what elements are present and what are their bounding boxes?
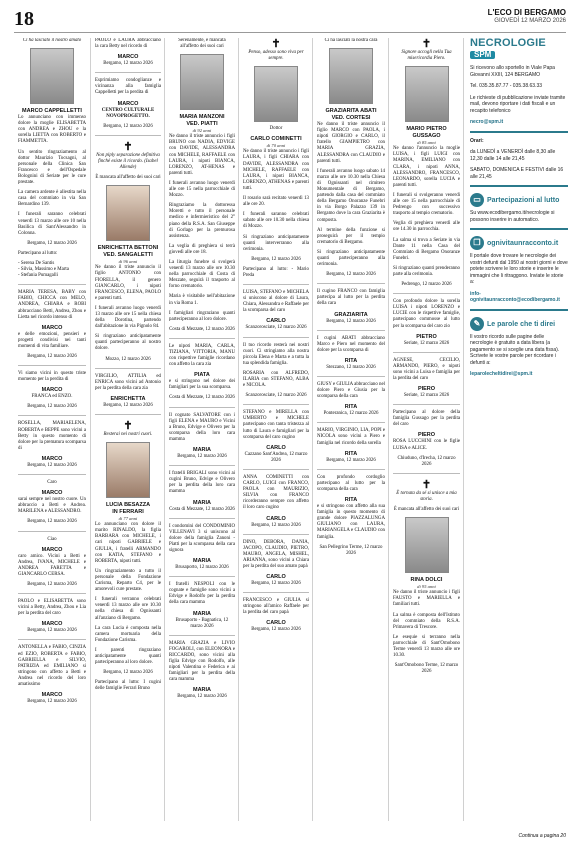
deceased-name: LUCIA BESAZZA <box>105 502 151 509</box>
divider <box>393 352 460 353</box>
info-text: Le richieste di pubblicazione inviate tramite mail, devono riportare i dati fiscali e un recapito telefonico <box>470 94 566 114</box>
divider <box>393 404 460 405</box>
info-text: Il portale dove trovare le necrologie dei vostri defunti dal 1950 ai nostri giorni e dove potete scrivere le loro storie e inserire le immagini che li ritraggono. Inviate le storie a: <box>470 253 568 285</box>
notice-sign: Bergamo, 12 marzo 2026 <box>326 457 376 463</box>
column-2 <box>90 38 165 821</box>
notice-text: MARIO, VIRGINIO, LIA, POPI e NICOLA sono vicini a Piero e famiglia nel ricordo della sorella <box>317 428 385 446</box>
cross-icon: ✝ <box>421 478 432 491</box>
notice-sign: Bergamo, 12 marzo 2026 <box>251 256 301 262</box>
notice-sign: Costa di Mezzate, 12 marzo 2026 <box>169 395 235 401</box>
notice-sign: Bergamo, 12 marzo 2026 <box>103 670 153 676</box>
notice-sign: Costa di Mezzate, 12 marzo 2026 <box>169 506 235 512</box>
notice-text: Ne danno il triste annuncio il figlio ANTONIO con FIORELLA, il genero GIANCARLO, i nipoti FRANCESCO, ELENA, PAOLO e parenti tutti. <box>95 265 161 301</box>
notice-text: Serenamente, è mancata all'affetto dei suoi cari <box>178 38 226 50</box>
notice-sign: Bergamo, 12 marzo 2026 <box>251 522 301 528</box>
column-4 <box>238 38 313 821</box>
portrait-photo <box>106 442 150 498</box>
notice-sign: Bergamo, 12 marzo 2026 <box>27 240 77 246</box>
notice-sign: Seriate, 12 marzo 2026 <box>403 340 450 346</box>
deceased-name: CARLO <box>266 620 286 627</box>
deceased-name: RITA <box>344 497 358 504</box>
notice-sign: Bergamo, 12 marzo 2026 <box>103 61 153 67</box>
divider <box>169 465 235 466</box>
divider <box>317 422 385 423</box>
notice-header: Ci ha lasciato il nostro amato <box>22 38 82 43</box>
divider <box>18 639 86 640</box>
notice-sign: Bergamo, 12 marzo 2026 <box>27 354 77 359</box>
notice-sign: Bergamo, 12 marzo 2026 <box>326 318 376 324</box>
notice-text: Ci ha lasciati la nostra cara <box>324 38 378 43</box>
deceased-name-suffix: VED. SANGALETTI <box>103 252 153 259</box>
deceased-name: GRAZIARITA <box>334 311 368 318</box>
header-rule <box>14 32 566 33</box>
column-6 <box>388 38 464 821</box>
notice-text: I fratelli BRIGALI sono vicini ai cugini Bruno, Edvige e Olivero per la perdita della loro cara mamma <box>169 471 235 495</box>
deceased-age: di 70 anni <box>266 143 286 149</box>
notice-sign: Scanzorosciate, 12 marzo 2026 <box>245 393 307 399</box>
notice-text: Le nipoti MARIA, CARLA, TIZIANA, VITTORIA, MANU con rispettive famiglie ricordano con affetto la cara zia <box>169 343 235 368</box>
continue-note: Continua a pagina 20 <box>518 833 566 839</box>
deceased-name: PIERO <box>417 386 436 393</box>
online-title-label: Partecipazioni al lutto <box>487 196 560 204</box>
notice-quote: È tornata da sé si unisce a mia storia. <box>396 490 457 502</box>
divider <box>243 337 309 338</box>
deceased-name: MARIA MANZONI <box>179 114 225 121</box>
notice-text: Al termine della funzione si proseguirà per il tempio crematorio di Bergamo. <box>317 227 385 245</box>
notice-text: I famigliari ringraziano quanti parteciperanno al loro dolore. <box>169 310 235 322</box>
portrait-photo <box>405 517 449 573</box>
notice-quote: Non piply separazione definitiva finché esiste il ricordo. (Isabel Allende) <box>96 152 160 171</box>
deceased-name: MARIO PIETRO GUSSAGO <box>406 126 447 140</box>
newspaper-title: L'ECO DI BERGAMO <box>487 8 566 17</box>
email-link[interactable]: leparolecheltidirei@spm.it <box>470 371 533 377</box>
deceased-name: PIETRO <box>416 333 437 340</box>
cross-icon: ✝ <box>123 420 133 432</box>
notice-sign: Ponteranica, 12 marzo 2026 <box>323 411 379 417</box>
cross-icon: ✝ <box>421 38 432 50</box>
deceased-name: MARIA <box>192 687 212 694</box>
notice-text: ANTONELLA e FABIO, CINZIA ed EZIO, ROBERTA e FABIO, GABRIELLA e SILVIO, PATRIZIA ed EMILIANO si stringono con affetto a Betti e Andrea nel ricordo del loro amatissimo <box>18 645 86 687</box>
divider <box>169 338 235 339</box>
divider <box>317 469 385 470</box>
notice-text: È mancata all'affetto dei suoi cari <box>393 507 460 513</box>
deceased-name: MARIA <box>192 447 212 454</box>
notice-text: Ne danno il triste annuncio i figli BRUNO con NADIA, EDVIGE con DAVIDE, ALESSANDRA con MICHELE, RAFFAELE con LAURA, i nipoti BIANCA, LORENZO, AT-HENAS e parenti tutti. <box>169 134 235 176</box>
notice-text: I funerali avranno luogo venerdì 13 marzo alle ore 15 nella chiesa della Dorotina, partendo dall'abitazione in via Pignolo 84. <box>95 305 161 330</box>
notice-text: La camera ardente è allestita nella casa del commiato in via San Bernardino 139. <box>18 190 86 208</box>
divider <box>243 592 309 593</box>
notice-text: Si ringraziano anticipatamente quanti parteciperanno al nostro dolore. <box>95 334 161 352</box>
portrait-photo <box>405 66 449 122</box>
notice-sign: Bergamo, 12 marzo 2026 <box>27 519 77 525</box>
notice-text: I cugini ABATI abbracciano Marco e Piero nel momento del dolore per la scomparsa di <box>317 335 385 353</box>
divider <box>243 469 309 470</box>
deceased-name: ENRICHETTA <box>110 395 146 402</box>
notice-text: Il cognato SALVATORE con i figli ELENA e MAURO e Vicini a Bruno, Edvige e Olivero per la scomparsa della loro cara mamma <box>169 412 235 442</box>
notice-text: MARIA GRAZIA e LIVIO FOGAROLI, con ELEONORA e RICCARDO, sono vicini alla figlia Edvige con Rodolfo, alle nipoti Valentina e Federica e ai famigliari per la perdita della cara mamma <box>169 640 235 683</box>
hours-text: SABATO, DOMENICA E FESTIVI dalle 16 alle 21,45 <box>470 167 564 180</box>
deceased-name: MARCO <box>41 455 63 462</box>
deceased-name: CARLO <box>266 318 286 325</box>
notice-text: I funerali saranno celebrati venerdì 13 marzo alle ore 10 nella Basilica di Sant'Alessandro in Colonna. <box>18 212 86 236</box>
notice-text: Esprimiamo condoglianze e vicinanza alla famiglia Cappelletti per la perdita di <box>95 78 161 96</box>
notice-text: Le esequie si terranno nella parrocchiale di Sant'Omobono Terme venerdì 13 marzo alle ore 10.30. <box>393 634 460 659</box>
notice-text: Ne danno il triste annuncio i figli FAUSTO e MARIELLA e familiari tutti. <box>393 590 460 608</box>
notice-text: I funerali verranno celebrati venerdì 13 marzo alle ore 10.30 nella chiesa di Ognissanti all'anziano di Bergamo. <box>95 597 161 621</box>
deceased-age: di 92 anni <box>192 128 212 134</box>
column-5 <box>312 38 389 821</box>
divider <box>169 518 235 519</box>
divider <box>169 635 235 636</box>
notice-text: MARIA TERESA, BABY con FABIO, CHICCA con MELO, ANDREA, CHIARA e ROBI abbracciano Betti, Andrea, Zhou e Lietta nel ricordo intenso di <box>18 290 86 320</box>
computer-icon: ▭ <box>470 193 484 207</box>
divider <box>18 365 86 366</box>
email-link[interactable]: info-ognivitaunracconto@ecodibergamo.it <box>470 290 560 303</box>
deceased-name: MARCO <box>41 692 63 699</box>
deceased-name: CARLO <box>266 515 286 522</box>
deceased-name-suffix: IN FERRARI <box>112 509 144 516</box>
masthead <box>488 8 566 24</box>
divider <box>393 473 460 474</box>
info-phone: Tel. 035.35.87.77 - 035.38.63.33 <box>470 83 543 89</box>
notice-text: Si ringraziano quanti prenderanno parte alla cerimonia. <box>393 265 460 277</box>
deceased-name: MARCO <box>41 387 63 394</box>
notice-text: e si stringono nel dolore dei famigliari per la sua scomparsa. <box>169 379 235 391</box>
deceased-name: MARCO <box>41 324 63 331</box>
column-1 <box>14 38 90 821</box>
notice-sign: Chiuduno, d'Irecha, 12 marzo 2026 <box>397 455 456 467</box>
notice-sign: Mozzo, 12 marzo 2026 <box>105 356 151 362</box>
deceased-name: ENRICHETTA BETTONI <box>97 245 159 252</box>
deceased-name: MARCO <box>41 546 63 553</box>
deceased-name: RITA <box>344 404 358 411</box>
notice-text: - Serena De Santis - Silvia, Massimo e Marta - Stefania Pumagalli <box>18 260 69 279</box>
deceased-name: MARCO <box>41 490 63 497</box>
info-text: Si ricevono allo sportello in Viale Papa Giovanni XXIII, 124 BERGAMO <box>470 65 555 78</box>
notice-text: Dottor <box>269 126 283 132</box>
notice-text: Con profondo cordoglio partecipano al lutto per la scomparsa della cara <box>317 474 385 492</box>
notice-text: Lo annunciano con immenso dolore la moglie ELISABETTA con ANDREA e ZHOU e la sorella LIETTA con ROBERTO e FIAMMETTA. <box>18 115 86 145</box>
deceased-name: MARIA <box>192 558 212 565</box>
notice-text: Un ringraziamento a tutto il personale della Fondazione Carisma, Reparto C4, per le amorevoli cure prestate. <box>95 568 161 593</box>
divider <box>317 376 385 377</box>
notice-sign: Brusaporto, 12 marzo 2026 <box>175 565 229 571</box>
necrologie-info-panel <box>463 38 574 821</box>
notice-text: STEFANO e MIRELLA con UMBERTO e MICHELE partecipano con tanta tristezza al lutto di Laura e famigliari per la scomparsa del caro cugino <box>243 410 309 440</box>
notice-text: FRANCESCO e GIULIA si stringono all'amico Raffaele per la perdita del caro papà <box>243 598 309 616</box>
notice-sign: Costa di Mezzate, 12 marzo 2026 <box>169 326 235 332</box>
notice-text: Un sentito ringraziamento al dottor Maurizio Tocsagni, al personale della Clinica San Francesco e dell'Ospedale Bolognini di Seriate per le cure prestate. <box>18 149 86 186</box>
notice-text: Si ringraziano anticipatamente quanti interverranno alla cerimonia. <box>243 234 309 252</box>
deceased-name: MARCO <box>117 54 139 61</box>
notice-text: Partecipano al lutto: <box>18 250 58 256</box>
notice-text: Si ringraziano anticipatamente quanti parteciperanno alla cerimonia. <box>317 249 385 268</box>
issue-date: GIOVEDÌ 12 MARZO 2026 <box>494 18 566 24</box>
hours-text: da LUNEDÌ a VENERDÌ dalle 8,30 alle 12,30 dalle 14 alle 21,45 <box>470 149 556 162</box>
divider <box>243 404 309 405</box>
notice-text: Ne danno il triste annuncio i figli LAURA, i figli CHIARA con DAVIDE, ALESSANDRA con MICHELE, RAFFAELE con LAURA, i nipoti BIANCA, LORENZO, ATHENAS e parenti tutti. <box>243 149 309 191</box>
portrait-photo <box>329 48 373 104</box>
notice-sign: Bergamo, 12 marzo 2026 <box>103 123 153 129</box>
portrait-photo <box>254 66 298 122</box>
notice-text: sarai sempre nel nostro cuore. Un abbraccio a Betti e Andrea. MARILENA e ALESSANDRO. <box>18 497 86 515</box>
notice-sign: FRANCA ed ENZO. <box>31 394 73 400</box>
notice-text: CENTRO CULTURALE NOVOPROGETTO. <box>101 107 155 119</box>
divider <box>18 474 86 475</box>
divider <box>317 330 385 331</box>
divider <box>18 415 86 416</box>
deceased-name: RITA <box>344 450 358 457</box>
email-link[interactable]: necro@spm.it <box>470 119 504 125</box>
deceased-name: MARCO <box>117 100 139 107</box>
notice-quote: Penso, adesso sono viva per sempre. <box>248 50 304 62</box>
notice-text: Vi siamo vicini in questo triste momento per la perdita di <box>18 371 86 383</box>
online-section-title <box>470 193 568 207</box>
notice-text: Partecipano al dolore della famiglia Gussago per la perdita del caro <box>393 410 460 428</box>
deceased-name: PIATA <box>194 372 210 379</box>
notice-text: La liturgia funebre si svolgerà venerdì 13 marzo alle ore 10.30 nella parrocchiale di Costa di Mezzate, seguirà il trasporto al forno crematorio. <box>169 259 235 290</box>
notice-quote: Resterai nei nostri cuori. <box>103 432 153 437</box>
cross-icon: ✝ <box>123 140 133 153</box>
notice-text: I parenti ringraziano anticipatamente quanti parteciperanno al loro dolore. <box>95 647 161 666</box>
notice-text: I fratelli NESPOLI con le cognate e famiglie sono vicini a Edvige e Rodolfo per la perdita della cara mamma <box>169 582 235 606</box>
divider <box>393 293 460 294</box>
notice-text: Maria è visitabile nell'abitazione in via Roma 1. <box>169 294 235 306</box>
notice-text: Il tuo ricordo resterà nei nostri cuori. Ci stringiamo alla nostra piccola Elena e Marta e a tutta la tua splendida famiglia. <box>243 342 309 366</box>
divider <box>18 531 86 532</box>
divider <box>470 131 568 133</box>
divider <box>18 593 86 594</box>
notice-text: e si stringono con affetto alla sua famiglia in questo momento di grande dolore PIAZZALUNGA GIULIANO con LAURA, MARIANGELA e CLAUDIO con famiglia. <box>317 504 385 540</box>
notice-text: DINO, DEBORA, DANIA, JACOPO, CLAUDIO, PIETRO, MAURO, ANGELA, MISHEL, ARIANNA, sono vicini a Chiara per la perdita del suo amato papà <box>243 539 309 569</box>
notice-text: AGNESE, CECILIO, ARMANDO, PIERO, e nipoti sono vicini a Luisa e famiglia per la perdita del caro <box>393 357 460 381</box>
deceased-name: MARCO <box>41 621 63 628</box>
page-number: 18 <box>14 8 34 30</box>
notice-sign: Bergamo, 12 marzo 2026 <box>251 627 301 633</box>
portrait-photo <box>180 54 224 110</box>
column-3 <box>164 38 239 821</box>
deceased-age: di 96 anni <box>118 259 138 265</box>
divider <box>95 135 161 136</box>
notice-sign: San Pellegrino Terme, 12 marzo 2026 <box>319 544 383 556</box>
notice-sign: Bergamo, 12 marzo 2026 <box>27 699 77 705</box>
notice-text: VIRGILIO, ATTILIA ed ENRICA sono vicini ad Antonio per la perdita della cara zia <box>95 373 161 391</box>
notice-text: Ringraziamo la dottoressa Moretti e tutto il personale medico e infermieristico del 2° piano della R.S.A. San Giuseppe di Gorlago per la premurosa assistenza. <box>169 203 235 239</box>
notice-sign: Scanzorosciate, 12 marzo 2026 <box>245 325 307 331</box>
deceased-name-suffix: VED. PIATTI <box>186 121 218 128</box>
notice-text: Ciao <box>47 536 57 542</box>
notice-text: ROSA LUCCHINI con le figlie LUISA e ALICE. <box>393 439 460 451</box>
notice-sign: Bergamo, 12 marzo 2026 <box>326 272 376 278</box>
notice-text: caro amico. Vicini a Betti e Andrea, IVANA, MICHELE e ANDREA FARETTA e GIANCARLO CERSA. <box>18 553 86 577</box>
notice-text: È mancata all'affetto dei suoi cari <box>95 175 161 181</box>
notice-text: Ne danno l'annuncio la moglie LUISA, i figli LUIGI con MARINA, EMILIANO con CLARA, i nipoti ANNA, ALESSANDRO, FRANCESCO, LEONARDO, sorella LUCIA e parenti tutti. <box>393 146 460 188</box>
pen-icon: ✎ <box>470 317 484 331</box>
deceased-name: MARIA <box>192 610 212 617</box>
notice-text: LUISA, STEFANO e MICHELA si uniscono al dolore di Laura, Chiara, Alessandra e Raffaele per la scomparsa del caro <box>243 290 309 314</box>
notice-quote: Signore accogli nella Tua misericordia Piero. <box>401 50 452 62</box>
deceased-name: RITA <box>344 357 358 364</box>
notice-text: Il rosario sarà recitato venerdì 13 alle ore 20. <box>243 196 309 208</box>
divider <box>470 185 568 187</box>
deceased-name: MARCO CAPPELLETTI <box>22 108 82 115</box>
notice-sign: Bergamo, 12 marzo 2026 <box>27 581 77 587</box>
divider <box>470 228 568 230</box>
deceased-age: di 95 anni <box>417 584 436 590</box>
divider <box>18 284 86 285</box>
notice-text: I condomini del CONDOMINIO VILLENAVI 3 si uniscono al dolore della famiglia Zanoni - Piatti per la scomparsa della cara signora <box>169 523 235 553</box>
divider <box>169 407 235 408</box>
deceased-name: CARLO <box>266 574 286 581</box>
notice-text: Lo annunciano con dolore il marito RINALDO, la figlia BARBARA con MICHELE, i cari nipoti GABRIELE e GIULIA, i fratelli ARMANDO con KATIA, STEFANO e ROBERTA, nipoti tutti. <box>95 522 161 564</box>
ogni-section-title <box>470 236 568 250</box>
ogni-title-label: ognivitaunracconto.it <box>487 239 559 247</box>
notice-text: ROSELLA, MARIAELENA, ROBERTA e BEPPE sono vicini a Betty in questo momento di dolore per la prematura scomparsa di <box>18 421 86 451</box>
spm-logo: SPM <box>470 51 495 60</box>
deceased-name: CARLO <box>266 444 286 451</box>
notice-text: La cara Lucia è composta nella camera mortuaria della Fondazione Carisma. <box>95 625 161 643</box>
deceased-name: MARIA <box>192 499 212 506</box>
notice-sign: Bergamo, 12 marzo 2026 <box>27 404 77 410</box>
section-title: NECROLOGIE <box>470 38 546 49</box>
deceased-name-suffix: VED. CORTESI <box>331 115 371 122</box>
notice-text: Veglia di preghiera venerdì alle ore 14.30 in parrocchia. <box>393 221 460 233</box>
deceased-name: CARLO COMINETTI <box>250 136 302 143</box>
notice-sign: Cazzano Sant'Andrea, 12 marzo 2026 <box>244 451 308 463</box>
notice-sign: Pedrengo, 12 marzo 2026 <box>401 282 452 288</box>
divider <box>317 283 385 284</box>
divider <box>95 368 161 369</box>
deceased-name: RINA DOLCI <box>410 577 443 584</box>
notice-text: Partecipano al lutto: - Mario Preda <box>243 266 309 278</box>
divider <box>95 72 161 73</box>
notice-sign: Brusaporto - Bagnatica, 12 marzo 2026 <box>175 617 229 629</box>
deceased-name: PIERO <box>417 432 436 439</box>
notice-text: Caro <box>47 480 57 486</box>
notice-sign: Seriate, 12 marzo 2026 <box>403 393 450 399</box>
notice-text: I funerali avranno luogo sabato 14 marzo alle ore 10.30 nella Chiesa di Ognissanti nel cimitero Monumentale di Bergamo, partendo dalla casa del commiato della Bergamo Onoranze Funebri in via Borgo Palazzo 139 in Bergamo dove la cara Graziarita è composta. <box>317 168 385 223</box>
notice-text: Il cugino FRANCO con famiglia partecipa al lutto per la perdita della cara <box>317 289 385 307</box>
notice-text: La salma si trova a Seriate in via Dante 11 nella Casa del Commiato di Bergamo Onoranze Funebri. <box>393 237 460 261</box>
book-icon: ❐ <box>470 236 484 250</box>
notice-text: PAOLO e ELISABETTA sono vicini a Betty, Andrea, Zhou e Lia per la perdita del caro <box>18 599 86 617</box>
notice-sign: Stezzano, 12 marzo 2026 <box>326 364 376 370</box>
notice-text: I funerali saranno celebrati sabato alle ore 10.30 nella chiesa di Mozzo. <box>243 212 309 230</box>
notice-text: PAOLO e LAURA abbracciano la cara Betty nel ricordo di <box>95 38 161 50</box>
notice-text: e delle emozioni, pensieri e progetti condivisi nei tanti momenti di vita familiare. <box>18 331 86 349</box>
portrait-photo <box>30 48 74 104</box>
info-text: Su www.ecodibergamo.it/necrologie si possono inserire in automatico. <box>470 210 555 223</box>
notice-text: I funerali avranno luogo venerdì alle ore 15 nella parrocchiale di Mozzo. <box>169 180 235 199</box>
hours-title: Orari: <box>470 137 484 144</box>
notice-text: GIUSY e GIULIA abbracciano nel dolore Piero e Giusia per la scomparsa della cara <box>317 382 385 400</box>
notice-sign: Bergamo, 12 marzo 2026 <box>27 628 77 634</box>
divider <box>243 534 309 535</box>
notice-sign: Bergamo, 12 marzo 2026 <box>177 454 227 460</box>
notice-text: Con profondo dolore la sorella LUISA i nipoti LORENZO e LUCIE con le rispettive famiglie, partecipano commosse al lutto per la scomparsa del caro zio <box>393 299 460 329</box>
deceased-age: di 85 anni <box>417 140 436 146</box>
cross-icon: ✝ <box>271 38 281 50</box>
notice-sign: Bergamo, 12 marzo 2026 <box>27 462 77 468</box>
divider <box>95 414 161 415</box>
notice-text: La salma è composta dell'Istituto del commiato della R.S.A. Primavera di Trescore. <box>393 612 460 630</box>
notice-text: ANNA COMINETTI con CARLO, LUIGI con FRANCO, PAOLA con MAURIZIO, SILVIA con FRANCO ricorderanno sempre con affetto il loro caro cugino <box>243 474 309 511</box>
info-text: Il vostro ricordo sulle pagine delle necrologie è gratuito a data libera (a pagamento se si sceglie una data fissa). Scrivete le vostre parole per ricordare i defunti a: <box>470 333 560 366</box>
notice-text: ROSARIA con ALFREDO, ILARIA con STEFANO, ALBA e NICOLA. <box>243 370 309 389</box>
notice-sign: Bergamo, 12 marzo 2026 <box>103 402 153 408</box>
notice-sign: Sant'Omobono Terme, 12 marzo 2026 <box>394 663 459 675</box>
parole-section-title <box>470 317 568 331</box>
divider <box>243 284 309 285</box>
parole-title-label: Le parole che ti direi <box>487 320 556 328</box>
portrait-photo <box>106 185 150 241</box>
notice-sign: Bergamo, 12 marzo 2026 <box>251 581 301 587</box>
deceased-age: di 77 anni <box>118 516 138 522</box>
notice-text: I funerali si svolgeranno venerdì alle ore 15 nella parrocchiale di Pedrengo con successivo trasporto al tempio crematorio. <box>393 192 460 217</box>
notice-text: Ne danno il triste annuncio il figlio MARCO con PAOLA, i nipoti GIORGIO e CARLO, il fratello GIAMPIETRO con MARIA GRAZIA, ALESSANDRA con CLAUDIO e parenti tutti. <box>317 122 385 164</box>
divider <box>169 576 235 577</box>
notice-text: Partecipano al lutto: I cugini delle famiglie Ferrari Bruno <box>95 680 161 692</box>
notice-text: La veglia di preghiera si terrà giovedì alle ore 18. <box>169 243 235 255</box>
divider <box>470 309 568 311</box>
notice-sign: Bergamo, 12 marzo 2026 <box>177 694 227 700</box>
deceased-name: GRAZIARITA ABATI <box>325 108 377 115</box>
